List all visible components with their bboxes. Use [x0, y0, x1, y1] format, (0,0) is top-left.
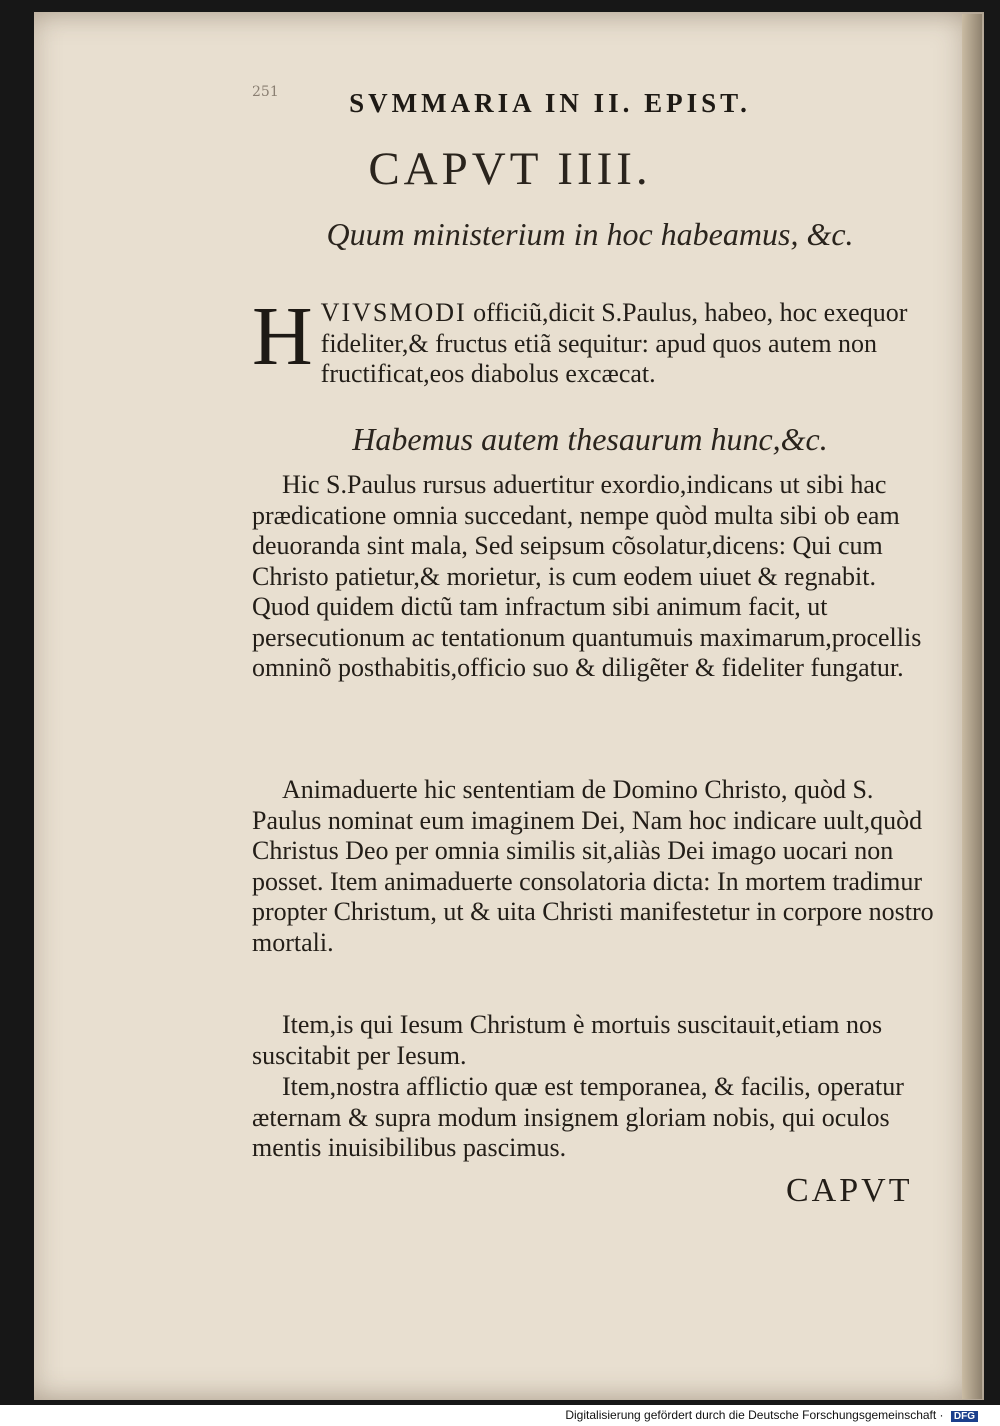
intro-smallcaps: VIVSMODI: [320, 298, 467, 327]
paragraph-3: Item,is qui Iesum Christum è mortuis suscitauit,etiam nos suscitabit per Iesum.: [252, 1010, 883, 1070]
digitization-footer: Digitalisierung gefördert durch die Deutsche Forschungsgemeinschaft · DFG: [565, 1408, 978, 1422]
dfg-logo-icon: DFG: [951, 1411, 978, 1422]
section-heading-1: Quum ministerium in hoc habeamus, &c.: [326, 216, 854, 252]
intro-paragraph: [252, 290, 938, 390]
drop-cap: H: [252, 290, 313, 383]
page-edge: [962, 14, 982, 1399]
paragraph-2: Animaduerte hic sententiam de Domino Christo, quòd S. Paulus nominat eum imaginem Dei, Nam hoc indicare uult,quòd Christus Deo per omnia similis sit,aliàs Dei imago uocari non posset. Item animaduerte consolatoria dicta: In mortem tradimur propter Christum, ut & uita Christi manifestetur in corpore nostro mortali.: [252, 775, 934, 957]
paragraph-1: Hic S.Paulus rursus aduertitur exordio,indicans ut sibi hac prædicatione omnia succedant, nempe quòd multa sibi ob eam deuoranda sint mala, Sed seipsum cõsolatur,dicens: Qui cum Christo patietur,& morietur, is cum eodem uiuet & regnabit. Quod quidem dictũ tam infractum sibi animum facit, ut persecutionum ac tentationum quantumuis maximarum,procellis omninõ posthabitis,officio suo & diligẽter & fideliter fungatur.: [252, 470, 922, 682]
chapter-title: CAPVT IIII.: [368, 143, 652, 195]
catchword: CAPVT: [786, 1172, 913, 1209]
intro-text: officiũ,dicit S.Paulus, habeo, hoc exequor fideliter,& fructus etiã sequitur: apud quos autem non fructificat,eos diabolus excæcat.: [320, 298, 908, 388]
paragraph-4: Item,nostra afflictio quæ est temporanea, & facilis, operatur æternam & supra modum insignem gloriam nobis, qui oculos mentis inuisibilibus pascimus.: [252, 1072, 904, 1162]
page-number: 251: [252, 84, 279, 100]
section-heading-2: Habemus autem thesaurum hunc,&c.: [352, 421, 828, 457]
footer-text: Digitalisierung gefördert durch die Deutsche Forschungsgemeinschaft: [565, 1408, 937, 1422]
running-head: SVMMARIA IN II. EPIST.: [349, 88, 751, 118]
